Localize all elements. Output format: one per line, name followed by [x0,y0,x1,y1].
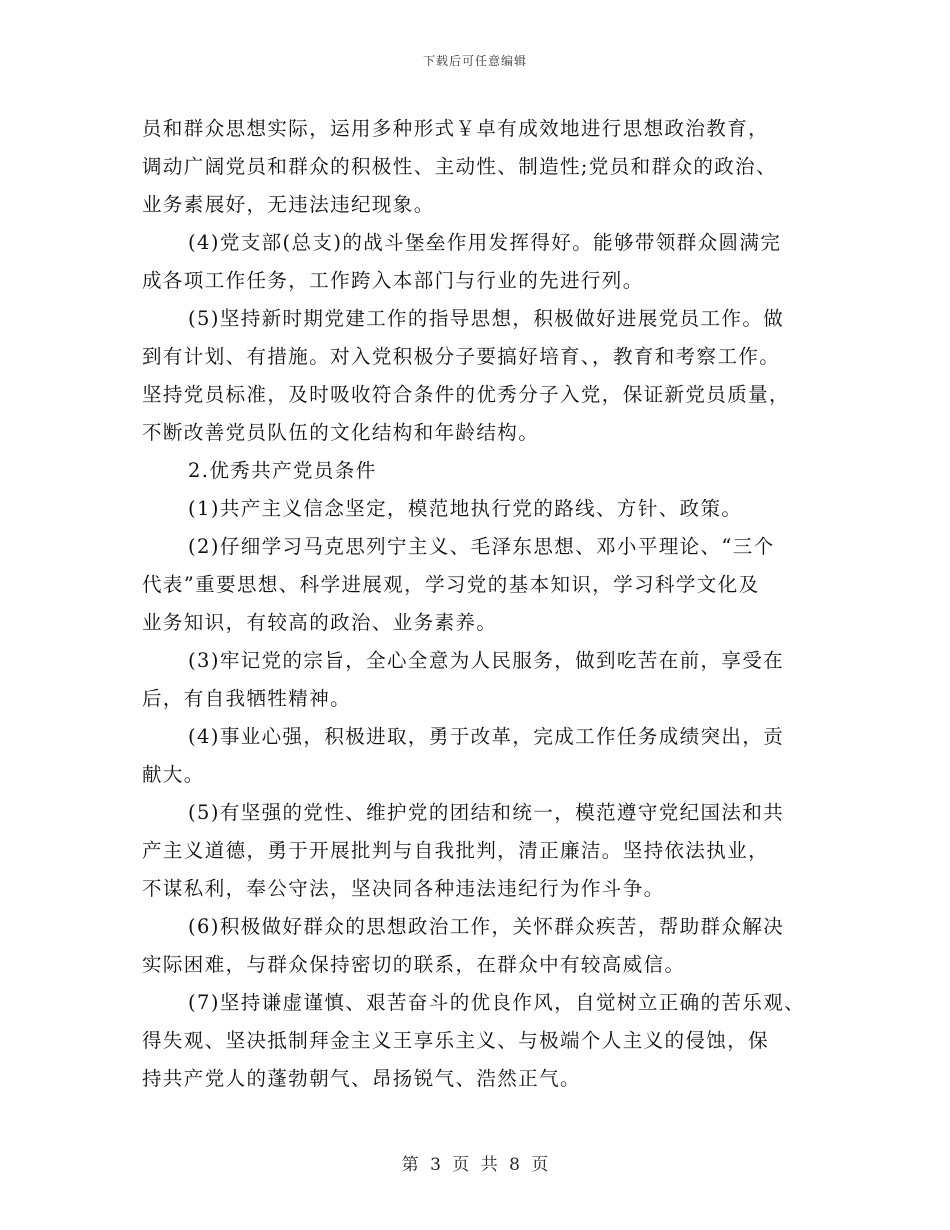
paragraph-first-line: (5)有坚强的党性、维护党的团结和统一，模范遵守党纪国法和共 [188,801,785,824]
paragraph-first-line: (1)共产主义信念坚定，模范地执行党的路线、方针、政策。 [188,497,743,520]
paragraph-line: 持共产党人的蓬勃朝气、昂扬锐气、浩然正气。 [142,1067,581,1090]
document-body [142,110,812,1098]
paragraph-first-line: 2.优秀共产党员条件 [188,459,377,482]
page-number-footer: 第 3 页 共 8 页 [401,1155,549,1175]
paragraph-line: 实际困难，与群众保持密切的联系，在群众中有较高威信。 [142,953,686,976]
paragraph-line: 员和群众思想实际，运用多种形式￥卓有成效地进行思想政治教育， [142,117,770,140]
paragraph-line: 坚持党员标准，及时吸收符合条件的优秀分子入党，保证新党员质量， [142,383,790,406]
paragraph-first-line: (3)牢记党的宗旨，全心全意为人民服务，做到吃苦在前，享受在 [188,649,785,672]
paragraph-first-line: (4)党支部(总支)的战斗堡垒作用发挥得好。能够带领群众圆满完 [188,231,782,254]
paragraph-line: 得失观、坚决抵制拜金主义王享乐主义、与极端个人主义的侵蚀，保 [142,1029,770,1052]
paragraph-line: 业务知识，有较高的政治、业务素养。 [142,611,498,634]
paragraph-line: 后，有自我牺牲精神。 [142,687,352,710]
paragraph-first-line: (2)仔细学习马克思列宁主义、毛泽东思想、邓小平理论、“三个 [188,535,775,558]
page-header-note: 下载后可任意编辑 [422,54,527,68]
paragraph-first-line: (4)事业心强，积极进取，勇于改革，完成工作任务成绩突出，贡 [188,725,785,748]
paragraph-line: 产主义道德，勇于开展批判与自我批判，清正廉洁。坚持依法执业， [142,839,770,862]
paragraph-line: 不断改善党员队伍的文化结构和年龄结构。 [142,421,540,444]
paragraph-line: 成各项工作任务，工作跨入本部门与行业的先进行列。 [142,269,644,292]
paragraph-line: 不谋私利，奉公守法，坚决同各种违法违纪行为作斗争。 [142,877,665,900]
paragraph-line: 献大。 [142,763,205,786]
paragraph-line: 代表”重要思想、科学进展观，学习党的基本知识，学习科学文化及 [142,573,760,596]
paragraph-line: 业务素展好，无违法违纪现象。 [142,193,435,216]
paragraph-line: 到有计划、有措施。对入党积极分子要搞好培育、，教育和考察工作。 [142,345,781,368]
paragraph-first-line: (7)坚持谦虚谨慎、艰苦奋斗的优良作风，自觉树立正确的苦乐观、 [188,991,806,1014]
paragraph-first-line: (6)积极做好群众的思想政治工作，关怀群众疾苦，帮助群众解决 [188,915,785,938]
paragraph-first-line: (5)坚持新时期党建工作的指导思想，积极做好进展党员工作。做 [188,307,785,330]
paragraph-line: 调动广阔党员和群众的积极性、主动性、制造性;党员和群众的政治、 [142,155,777,178]
